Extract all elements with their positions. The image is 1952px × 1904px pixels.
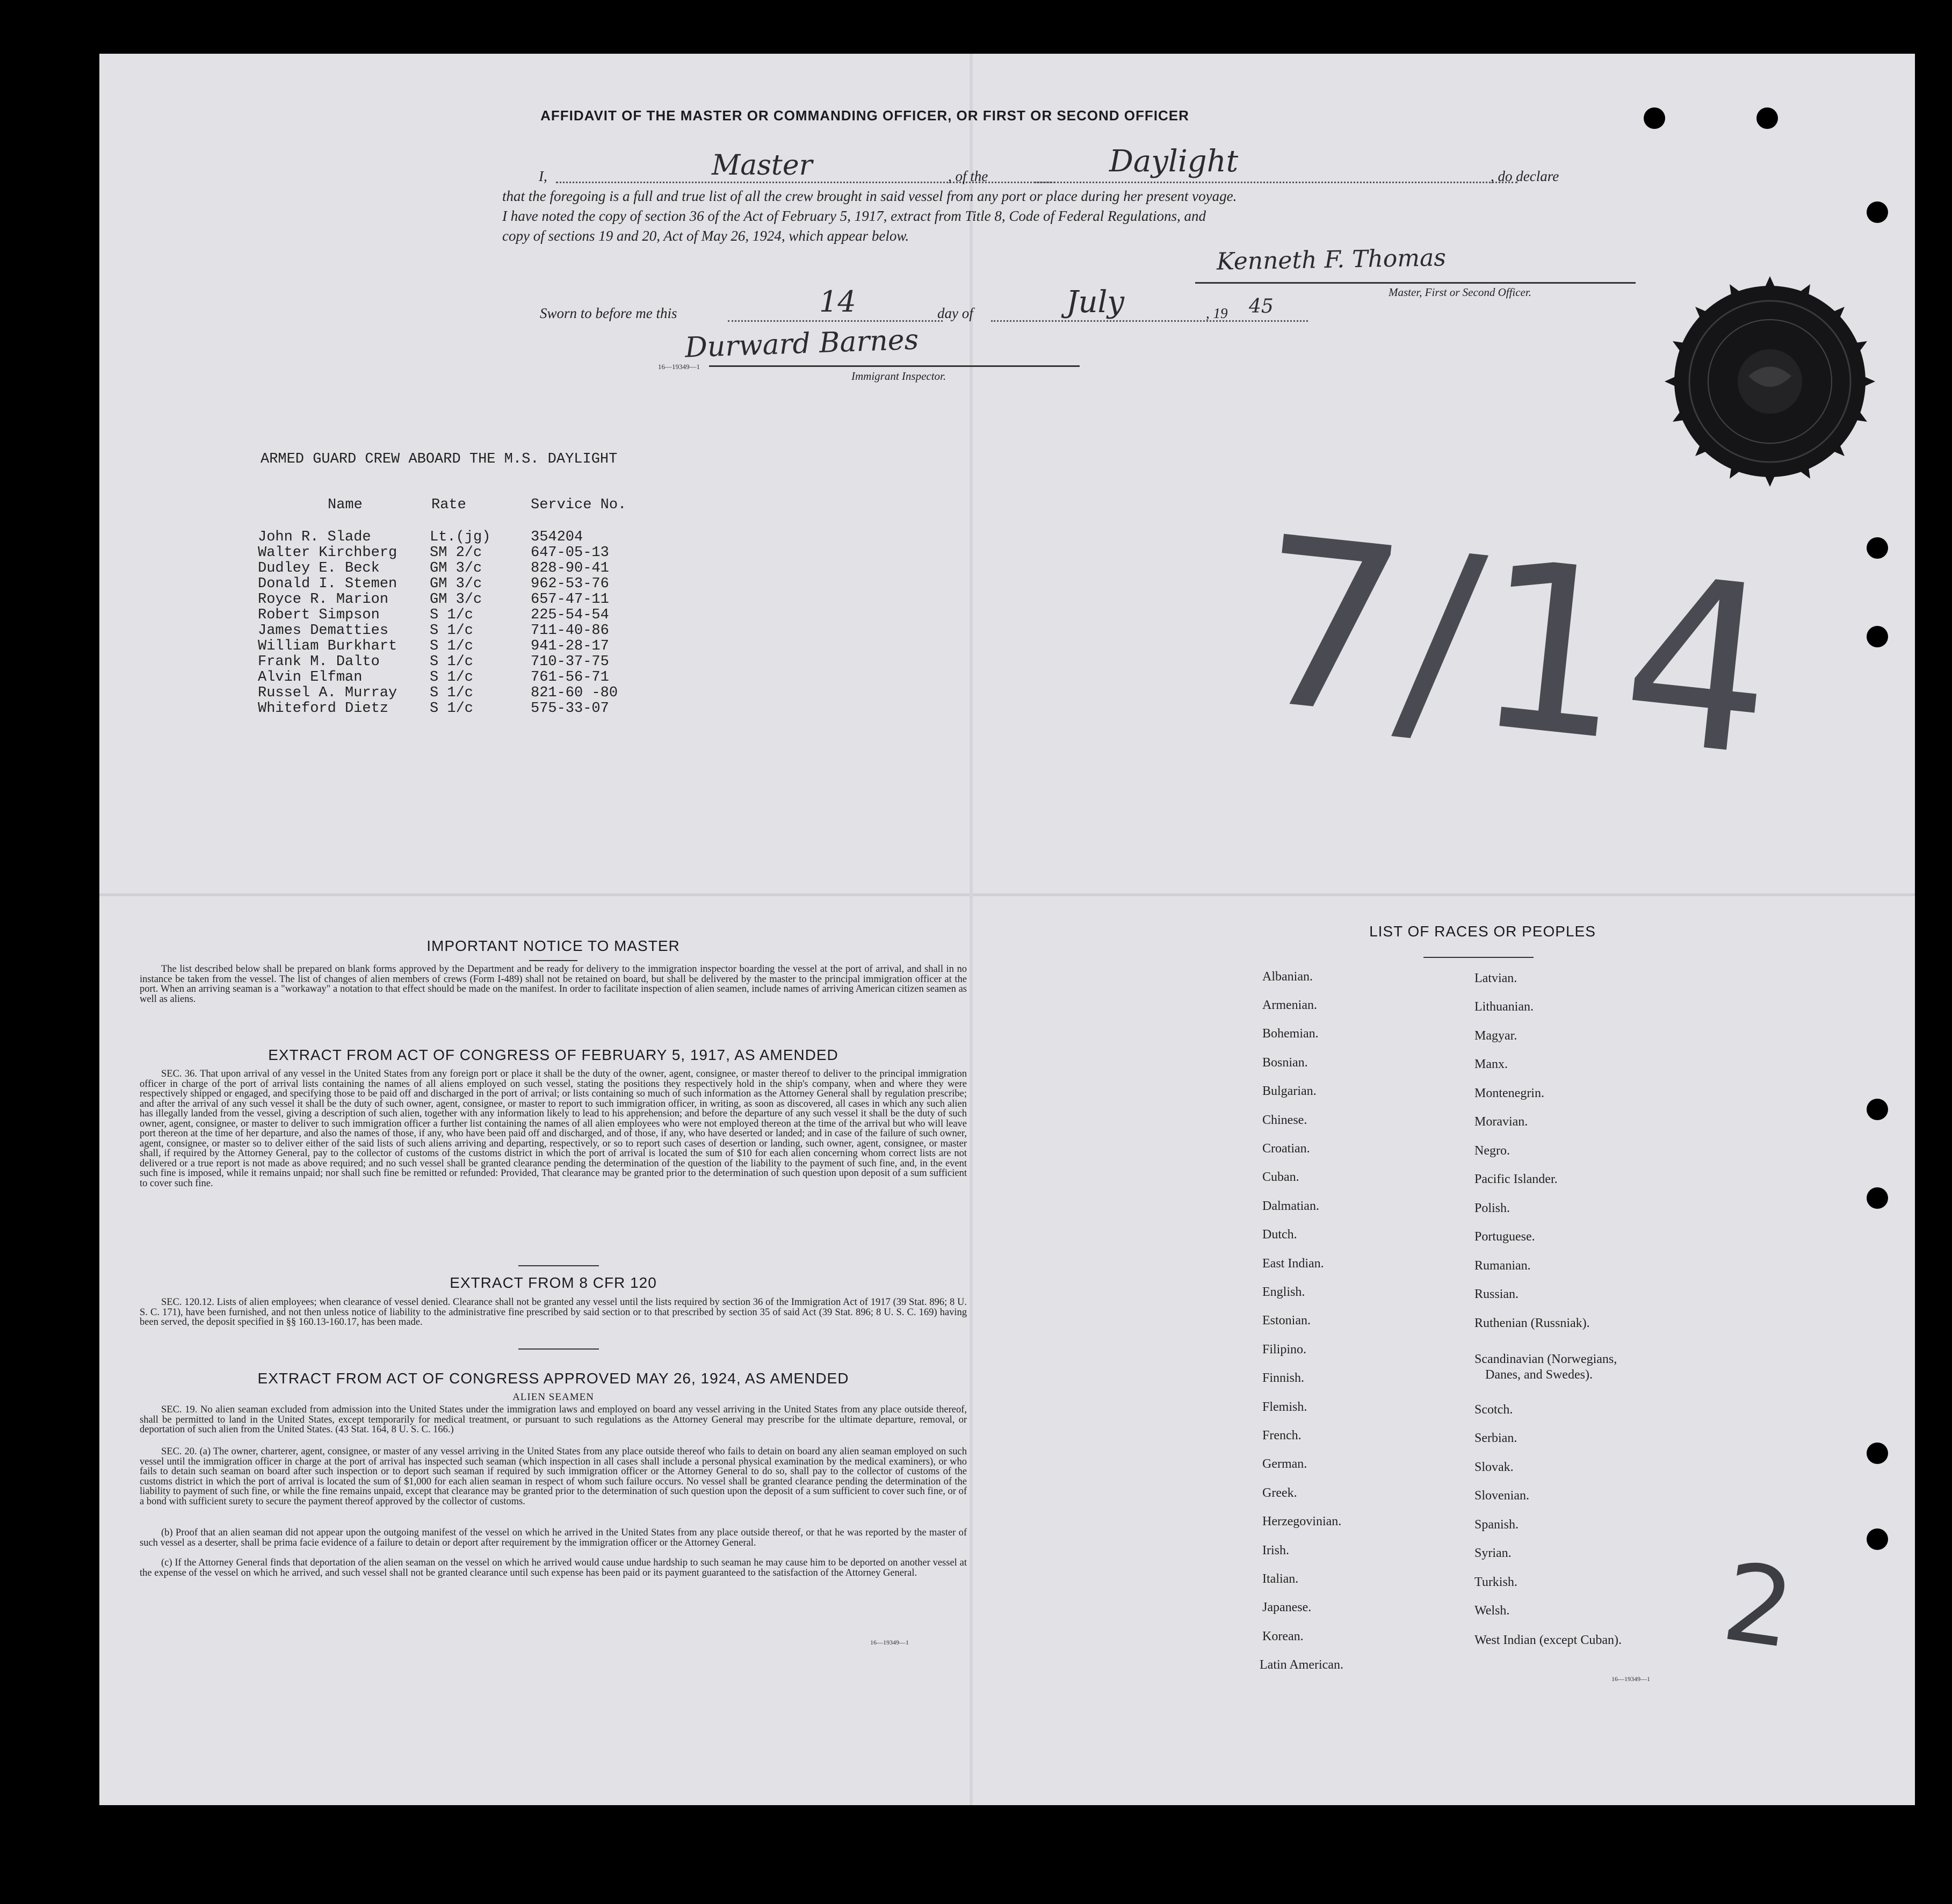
punch-hole: [1867, 1528, 1888, 1550]
race-item: East Indian.: [1262, 1257, 1324, 1271]
notice-body: The list described below shall be prepared on blank forms approved by the Department and be ready for delivery to the immigration inspector boarding the vessel at the port of arrival, and shall in no instance be taken from the vessel. The list of changes of alien members of crews (Form I-489) shall not be retained on board, but shall be delivered by the master to the principal immigration officer at the port. When an arriving seaman is a "workaway" a notation to that effect should be made on the manifest. In order to facilitate inspection of alien seamen, include names of arriving American citizen seamen as well as aliens.: [140, 964, 967, 1005]
race-item: Manx.: [1474, 1057, 1508, 1071]
crew-name: Walter Kirchberg: [258, 545, 397, 561]
race-item: Negro.: [1474, 1144, 1510, 1158]
race-item: Italian.: [1262, 1572, 1299, 1586]
race-item: Polish.: [1474, 1201, 1510, 1215]
race-item: Ruthenian (Russniak).: [1474, 1316, 1590, 1330]
race-item: Moravian.: [1474, 1115, 1528, 1129]
punch-hole: [1867, 537, 1888, 559]
sworn-day-of-label: day of: [937, 305, 973, 321]
affidavit-line-2: that the foregoing is a full and true list of all the crew brought in said vessel from any port or place during her present voyage.: [502, 188, 1237, 204]
crew-row: [258, 654, 902, 669]
race-item: Rumanian.: [1474, 1259, 1531, 1273]
extract-1924-title: EXTRACT FROM ACT OF CONGRESS APPROVED MAY 26, 1924, AS AMENDED: [257, 1370, 849, 1387]
extract-1917-body: SEC. 36. That upon arrival of any vessel in the United States from any foreign port or place it shall be the duty of the owner, agent, consignee, or master thereof to deliver to the principal immigration officer in charge of the port of arrival lists containing the names of all aliens employed on such vessel, stating the positions they respectively hold in the ship's company, when and where they were respectively shipped or engaged, and specifying those to be paid off and discharged in the port of arrival; or lists containing so much of such information as the Attorney General shall by regulation prescribe; and after the arrival of any such vessel it shall be the duty of such owner, agent, consignee, or master to report to such immigration officer, in writing, as soon as discovered, all cases in which any such alien has illegally landed from the vessel, giving a description of such alien, together with any information likely to lead to his apprehension; and before the departure of any such vessel it shall be the duty of such owner, agent, consignee, or master to deliver to such immigration officer a further list containing the names of all alien employees who were not employed thereon at the time of the arrival but who will leave port thereon at the time of her departure, and also the names of those, if any, who have been paid off and discharged, and of those, if any, who have deserted or landed; and in case of the failure of such owner, agent, consignee, or master so to deliver either of the said lists of such aliens arriving and departing, respectively, or so to report such cases of desertion or landing, such owner, agent, consignee, or master shall, if required by the Attorney General, pay to the collector of customs of the customs district in which the port of arrival is located the sum of $10 for each alien concerning whom correct lists are not delivered or a true report is not made as above required; and no such vessel shall be granted clearance pending the determination of the question of the liability to the payment of such fine, and, in the event such fine is imposed, while it remains unpaid; nor shall such fine be remitted or refunded: Provided, That clearance may be granted prior to the determination of such question upon deposit of a sum sufficient to cover such fine.: [140, 1069, 967, 1189]
crew-rate: Lt.(jg): [430, 529, 491, 545]
extract-cfr-body: SEC. 120.12. Lists of alien employees; when clearance of vessel denied. Clearance shall not be granted any vessel until the lists required by section 36 of the Immigration Act of 1917 (39 Stat. 896; 8 U. S. C. 171), have been furnished, and not then unless notice of liability to the administrative fine prescribed by said section or to that prescribed by section 35 of said Act (39 Stat. 896; 8 U. S. C. 169) having been served, the deposit specified in §§ 160.13-160.17, has been made.: [140, 1297, 967, 1328]
crew-row: [258, 607, 902, 623]
affidavit-prefix: I,: [539, 168, 547, 184]
sworn-year: 45: [1249, 295, 1274, 318]
race-item: Danes, and Swedes).: [1485, 1368, 1593, 1382]
crew-rate: S 1/c: [430, 669, 474, 686]
race-item: Korean.: [1262, 1629, 1304, 1643]
extract-1924-subtitle: ALIEN SEAMEN: [512, 1391, 594, 1403]
crew-row: [258, 623, 902, 638]
crew-row: [258, 592, 902, 607]
race-item: Latvian.: [1474, 971, 1517, 985]
crew-row: [258, 701, 902, 716]
extract-1924-sec19: SEC. 19. No alien seaman excluded from admission into the United States under the immigration laws and employed on board any vessel arriving in the United States from any place outside thereof, shall be permitted to land in the United States, except temporarily for medical treatment, or pursuant to such regulations as the Attorney General may prescribe for the ultimate departure, removal, or deportation of such alien from the United States. (43 Stat. 164, 8 U. S. C. 166.): [140, 1404, 967, 1435]
crew-rate: GM 3/c: [430, 560, 482, 576]
race-item: Finnish.: [1262, 1371, 1305, 1385]
extract-1917-title: EXTRACT FROM ACT OF CONGRESS OF FEBRUARY 5, 1917, AS AMENDED: [268, 1047, 838, 1063]
race-item: Latin American.: [1260, 1658, 1343, 1672]
crew-title: ARMED GUARD CREW ABOARD THE M.S. DAYLIGHT: [261, 451, 618, 467]
race-item: Scotch.: [1474, 1403, 1513, 1417]
crew-service-no: 354204: [531, 529, 583, 545]
sworn-prefix: Sworn to before me this: [540, 305, 677, 321]
form-number-affidavit: 16—19349—1: [658, 363, 700, 371]
race-item: Japanese.: [1262, 1600, 1312, 1614]
extract-1924-sec20c: (c) If the Attorney General finds that deportation of the alien seaman on the vessel on which he arrived would cause undue hardship to such seaman he may cause him to be deported on another vessel at the expense of the vessel on which he arrived, and such vessel shall not be granted clearance until such expense has been paid or its payment guaranteed to the satisfaction of the Attorney General.: [140, 1557, 967, 1578]
affidavit-line-3: I have noted the copy of section 36 of the Act of February 5, 1917, extract from Title 8, Code of Federal Regulations, and: [502, 208, 1206, 224]
races-title-rule: [1423, 957, 1534, 958]
extract-cfr-rule: [518, 1348, 599, 1350]
race-item: Serbian.: [1474, 1431, 1517, 1445]
crew-rate: GM 3/c: [430, 592, 482, 608]
crew-rate: SM 2/c: [430, 545, 482, 561]
crew-header-service: Service No.: [531, 497, 627, 513]
fold-line-horizontal: [99, 893, 1915, 896]
crew-service-no: 962-53-76: [531, 576, 609, 592]
inspector-signature: Durward Barnes: [684, 323, 920, 364]
race-item: Syrian.: [1474, 1546, 1512, 1560]
races-title: LIST OF RACES OR PEOPLES: [1369, 923, 1596, 940]
crew-rate: S 1/c: [430, 623, 474, 639]
crew-name: William Burkhart: [258, 638, 397, 654]
crew-service-no: 657-47-11: [531, 592, 609, 608]
race-item: Bosnian.: [1262, 1056, 1308, 1070]
race-item: Bohemian.: [1262, 1027, 1319, 1041]
crew-name: Russel A. Murray: [258, 685, 397, 701]
race-item: Estonian.: [1262, 1314, 1311, 1328]
handwritten-page-number: 2: [1716, 1539, 1801, 1673]
extract-1917-rule: [518, 1265, 599, 1266]
race-item: Spanish.: [1474, 1518, 1519, 1532]
punch-hole: [1756, 107, 1778, 129]
extract-cfr-title: EXTRACT FROM 8 CFR 120: [450, 1274, 657, 1291]
crew-name: Alvin Elfman: [258, 669, 363, 686]
race-item: Welsh.: [1474, 1604, 1510, 1618]
race-item: Scandinavian (Norwegians,: [1474, 1352, 1617, 1366]
notice-title: IMPORTANT NOTICE TO MASTER: [426, 937, 680, 954]
master-signature-caption: Master, First or Second Officer.: [1389, 286, 1531, 299]
race-item: Lithuanian.: [1474, 1000, 1534, 1014]
rank-handwritten: Master: [712, 149, 813, 182]
crew-name: James Dematties: [258, 623, 389, 639]
crew-service-no: 821-60 -80: [531, 685, 618, 701]
extract-1924-sec20b: (b) Proof that an alien seaman did not appear upon the outgoing manifest of the vessel on which he arrived in the United States from any place outside thereof, or that he was reported by the master of such vessel as a deserter, shall be prima facie evidence of a failure to detain or deport after requirement by the immigration officer or the Attorney General.: [140, 1527, 967, 1548]
inspector-signature-line: [709, 365, 1080, 367]
crew-name: Royce R. Marion: [258, 592, 389, 608]
crew-rate: S 1/c: [430, 638, 474, 654]
vessel-handwritten: Daylight: [1109, 144, 1239, 179]
affidavit-title: AFFIDAVIT OF THE MASTER OR COMMANDING OFFICER, OR FIRST OR SECOND OFFICER: [540, 107, 1189, 124]
master-signature: Kenneth F. Thomas: [1216, 244, 1447, 276]
race-item: Filipino.: [1262, 1343, 1307, 1357]
race-item: Dutch.: [1262, 1228, 1297, 1242]
sworn-day: 14: [819, 285, 856, 319]
race-item: Dalmatian.: [1262, 1199, 1319, 1213]
crew-service-no: 647-05-13: [531, 545, 609, 561]
crew-service-no: 941-28-17: [531, 638, 609, 654]
punch-hole: [1644, 107, 1665, 129]
crew-row: [258, 545, 902, 560]
document-sheet: [99, 54, 1915, 1805]
crew-list: [258, 529, 902, 723]
crew-rate: S 1/c: [430, 685, 474, 701]
sworn-day-blank: [728, 320, 943, 322]
punch-hole: [1867, 1187, 1888, 1209]
race-item: Portuguese.: [1474, 1230, 1535, 1244]
extract-1924-sec20a: SEC. 20. (a) The owner, charterer, agent, consignee, or master of any vessel arriving in the United States from any place outside thereof who fails to detain on board any alien seaman employed on such vessel until the immigration officer in charge at the port of arrival has inspected such seaman (which inspection in all cases shall include a personal physical examination by the medical examiners), or who fails to detain such seaman on board after such inspection or to deport such seaman if required by such immigration officer or the Attorney General to do so, shall pay to the collector of customs of the customs district in which the port of arrival is located the sum of $1,000 for each alien seaman in respect of whom such failure occurs. No vessel shall be granted clearance pending the determination of the liability to payment of such fine, or while the fine remains unpaid, except that clearance may be granted prior to the determination of such question upon the deposit of a sum sufficient to cover such fine, or of a bond with sufficient surety to secure the payment thereof approved by the collector of customs.: [140, 1446, 967, 1507]
crew-service-no: 761-56-71: [531, 669, 609, 686]
crew-header-rate: Rate: [431, 497, 466, 513]
embossed-seal: [1662, 274, 1877, 489]
crew-row: [258, 529, 902, 545]
form-number-right: 16—19349—1: [1611, 1675, 1650, 1683]
affidavit-line-4: copy of sections 19 and 20, Act of May 26, 1924, which appear below.: [502, 228, 909, 244]
race-item: Pacific Islander.: [1474, 1172, 1558, 1186]
race-item: Croatian.: [1262, 1142, 1310, 1156]
crew-row: [258, 638, 902, 654]
race-item: French.: [1262, 1429, 1302, 1443]
crew-rate: S 1/c: [430, 607, 474, 623]
crew-service-no: 225-54-54: [531, 607, 609, 623]
crew-row: [258, 576, 902, 592]
race-item: Cuban.: [1262, 1170, 1299, 1184]
notice-title-rule: [529, 960, 577, 961]
crew-name: Donald I. Stemen: [258, 576, 397, 592]
punch-hole: [1867, 626, 1888, 647]
race-item: Greek.: [1262, 1486, 1297, 1500]
do-declare-label: , do declare: [1491, 168, 1559, 184]
race-item: Slovak.: [1474, 1460, 1514, 1474]
race-item: Russian.: [1474, 1287, 1519, 1301]
sworn-month: July: [1066, 285, 1125, 320]
crew-rate: S 1/c: [430, 654, 474, 670]
sworn-month-blank: [991, 320, 1308, 322]
crew-name: John R. Slade: [258, 529, 371, 545]
punch-hole: [1867, 1443, 1888, 1464]
race-item: English.: [1262, 1285, 1305, 1299]
crew-service-no: 711-40-86: [531, 623, 609, 639]
crew-row: [258, 560, 902, 576]
race-item: Slovenian.: [1474, 1489, 1529, 1503]
handwritten-date: 7/14: [1241, 486, 1786, 809]
crew-name: Frank M. Dalto: [258, 654, 380, 670]
inspector-signature-caption: Immigrant Inspector.: [851, 370, 946, 383]
race-item: Bulgarian.: [1262, 1084, 1317, 1098]
crew-name: Whiteford Dietz: [258, 701, 389, 717]
crew-name: Dudley E. Beck: [258, 560, 380, 576]
crew-service-no: 710-37-75: [531, 654, 609, 670]
crew-rate: GM 3/c: [430, 576, 482, 592]
race-item: Magyar.: [1474, 1029, 1517, 1043]
crew-row: [258, 685, 902, 701]
sworn-year-prefix: , 19: [1206, 305, 1228, 321]
of-the-label: , of the: [948, 168, 988, 184]
crew-header-name: Name: [328, 497, 363, 513]
crew-row: [258, 669, 902, 685]
race-item: Flemish.: [1262, 1400, 1307, 1414]
race-item: Irish.: [1262, 1544, 1289, 1557]
punch-hole: [1867, 1099, 1888, 1120]
race-item: Albanian.: [1262, 970, 1313, 984]
race-item: Chinese.: [1262, 1113, 1307, 1127]
race-item: Armenian.: [1262, 998, 1317, 1012]
crew-service-no: 575-33-07: [531, 701, 609, 717]
race-item: Herzegovinian.: [1262, 1514, 1342, 1528]
crew-name: Robert Simpson: [258, 607, 380, 623]
race-item: Turkish.: [1474, 1575, 1517, 1589]
vessel-blank: [1034, 182, 1517, 183]
form-number-left: 16—19349—1: [870, 1639, 909, 1646]
master-signature-line: [1195, 282, 1636, 284]
punch-hole: [1867, 201, 1888, 223]
crew-service-no: 828-90-41: [531, 560, 609, 576]
crew-rate: S 1/c: [430, 701, 474, 717]
race-item: German.: [1262, 1457, 1307, 1471]
race-item: Montenegrin.: [1474, 1086, 1544, 1100]
race-item: West Indian (except Cuban).: [1474, 1633, 1622, 1647]
